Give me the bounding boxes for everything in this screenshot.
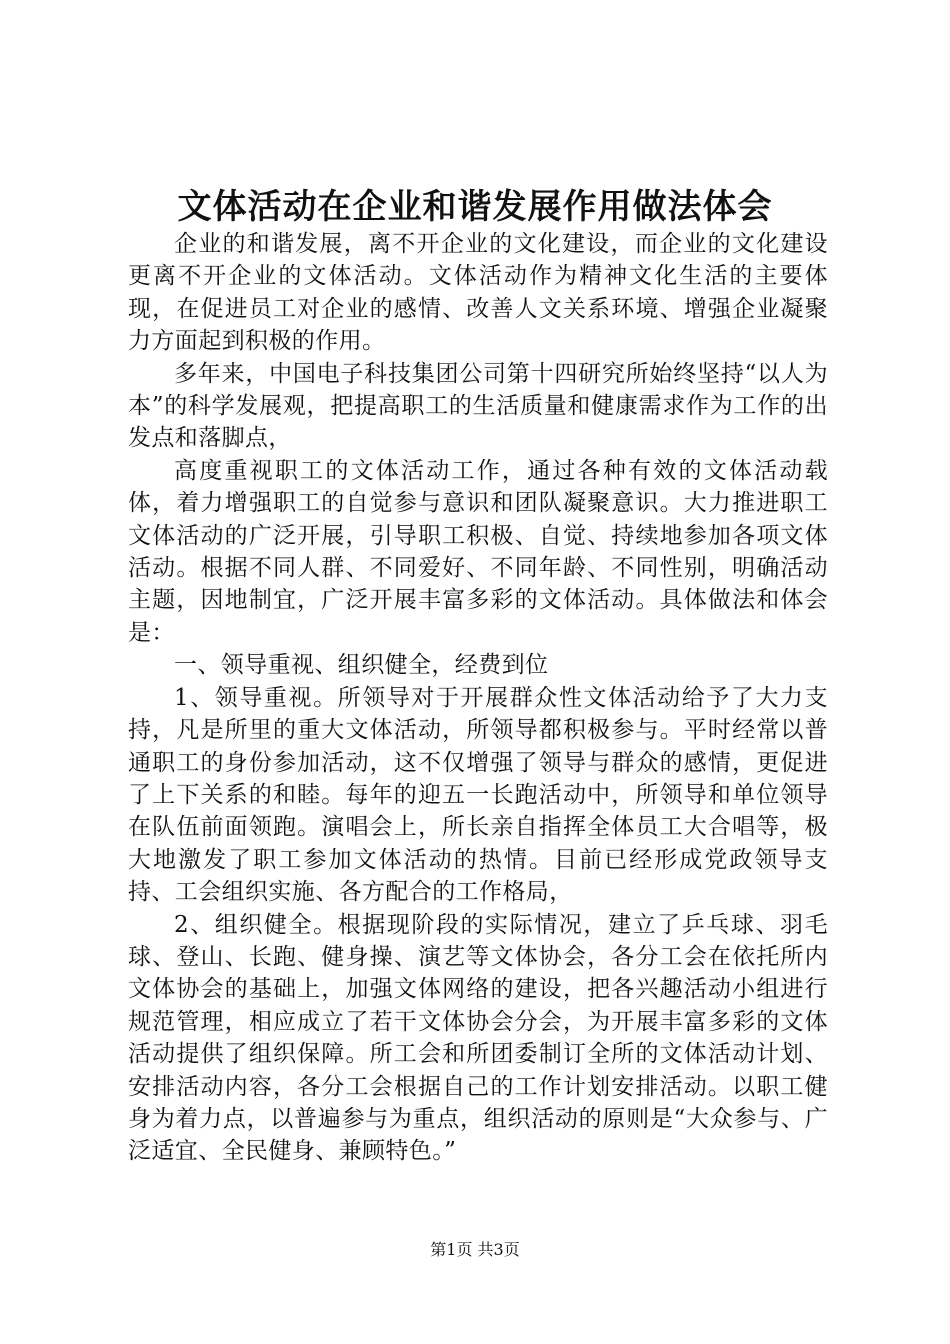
- document-body: [128, 228, 828, 1168]
- paragraph-leadership: 1、领导重视。所领导对于开展群众性文体活动给予了大力支持，凡是所里的重大文体活动，所领导都积极参与。平时经常以普通职工的身份参加活动，这不仅增强了领导与群众的感情，更促进了上下关系的和睦。每年的迎五一长跑活动中，所领导和单位领导在队伍前面领跑。演唱会上，所长亲自指挥全体员工大合唱等，极大地激发了职工参加文体活动的热情。目前已经形成党政领导支持、工会组织实施、各方配合的工作格局，: [128, 684, 828, 906]
- page-number-footer: 第1页 共3页: [430, 1240, 520, 1259]
- paragraph-approach: 高度重视职工的文体活动工作，通过各种有效的文体活动载体，着力增强职工的自觉参与意识和团队凝聚意识。大力推进职工文体活动的广泛开展，引导职工积极、自觉、持续地参加各项文体活动。根据不同人群、不同爱好、不同年龄、不同性别，明确活动主题，因地制宜，广泛开展丰富多彩的文体活动。具体做法和体会是：: [128, 457, 828, 646]
- section-heading-1: 一、领导重视、组织健全，经费到位: [174, 652, 549, 679]
- document-title: 文体活动在企业和谐发展作用做法体会: [177, 187, 773, 227]
- paragraph-intro: 企业的和谐发展，离不开企业的文化建设，而企业的文化建设更离不开企业的文体活动。文体活动作为精神文化生活的主要体现，在促进员工对企业的感情、改善人文关系环境、增强企业凝聚力方面起到积极的作用。: [128, 231, 828, 355]
- paragraph-organization: 2、组织健全。根据现阶段的实际情况，建立了乒乓球、羽毛球、登山、长跑、健身操、演艺等文体协会，各分工会在依托所内文体协会的基础上，加强文体网络的建设，把各兴趣活动小组进行规范管理，相应成立了若干文体协会分会，为开展丰富多彩的文体活动提供了组织保障。所工会和所团委制订全所的文体活动计划、安排活动内容，各分工会根据自己的工作计划安排活动。以职工健身为着力点，以普遍参与为重点，组织活动的原则是“大众参与、广泛适宜、全民健身、兼顾特色。”: [128, 911, 828, 1165]
- paragraph-background: 多年来，中国电子科技集团公司第十四研究所始终坚持“以人为本”的科学发展观，把提高职工的生活质量和健康需求作为工作的出发点和落脚点，: [128, 360, 828, 452]
